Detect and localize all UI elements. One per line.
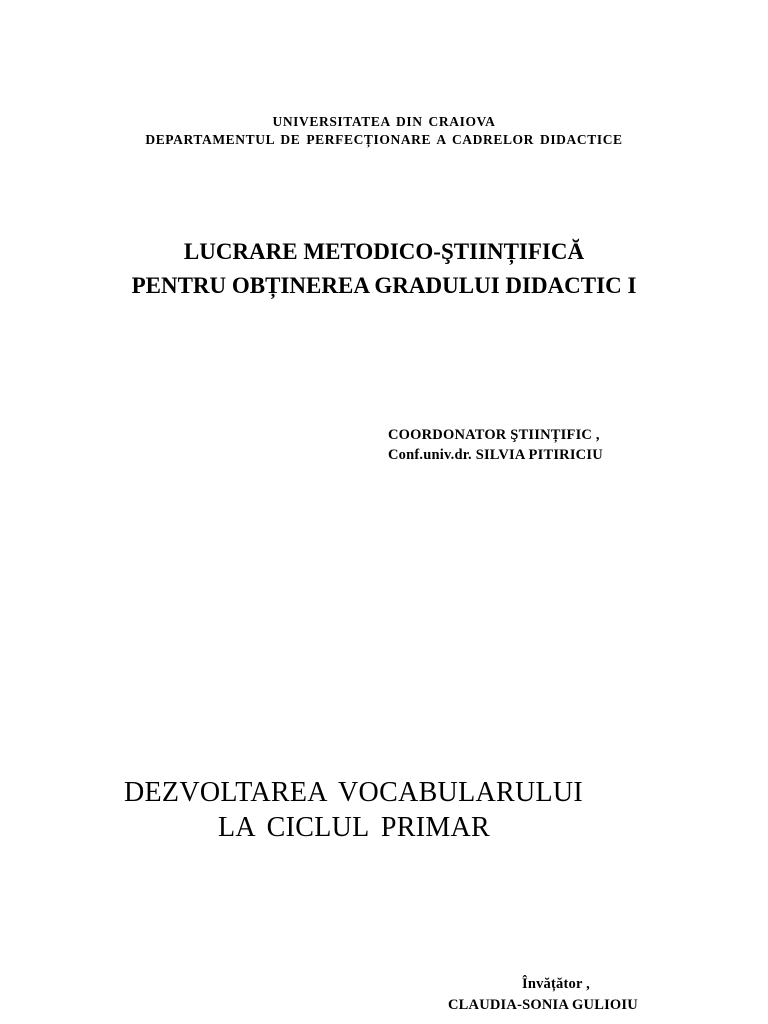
author-name: CLAUDIA-SONIA GULIOIU [448,997,638,1013]
author-role: Învățător , [522,976,590,992]
coordinator-name: Conf.univ.dr. SILVIA PITIRICIU [388,447,603,463]
university-name: UNIVERSITATEA DIN CRAIOVA [272,114,496,129]
work-type-line-2: PENTRU OBȚINEREA GRADULUI DIDACTIC I [131,273,637,298]
thesis-title-line-1: DEZVOLTAREA VOCABULARULUI [124,777,584,808]
department-name: DEPARTAMENTUL DE PERFECȚIONARE A CADRELOR DIDACTICE [145,132,623,147]
coordinator-role: COORDONATOR ŞTIINȚIFIC , [388,427,600,443]
work-type-line-1: LUCRARE METODICO-ŞTIINȚIFICĂ [183,239,585,264]
thesis-title-line-2: LA CICLUL PRIMAR [218,812,491,843]
